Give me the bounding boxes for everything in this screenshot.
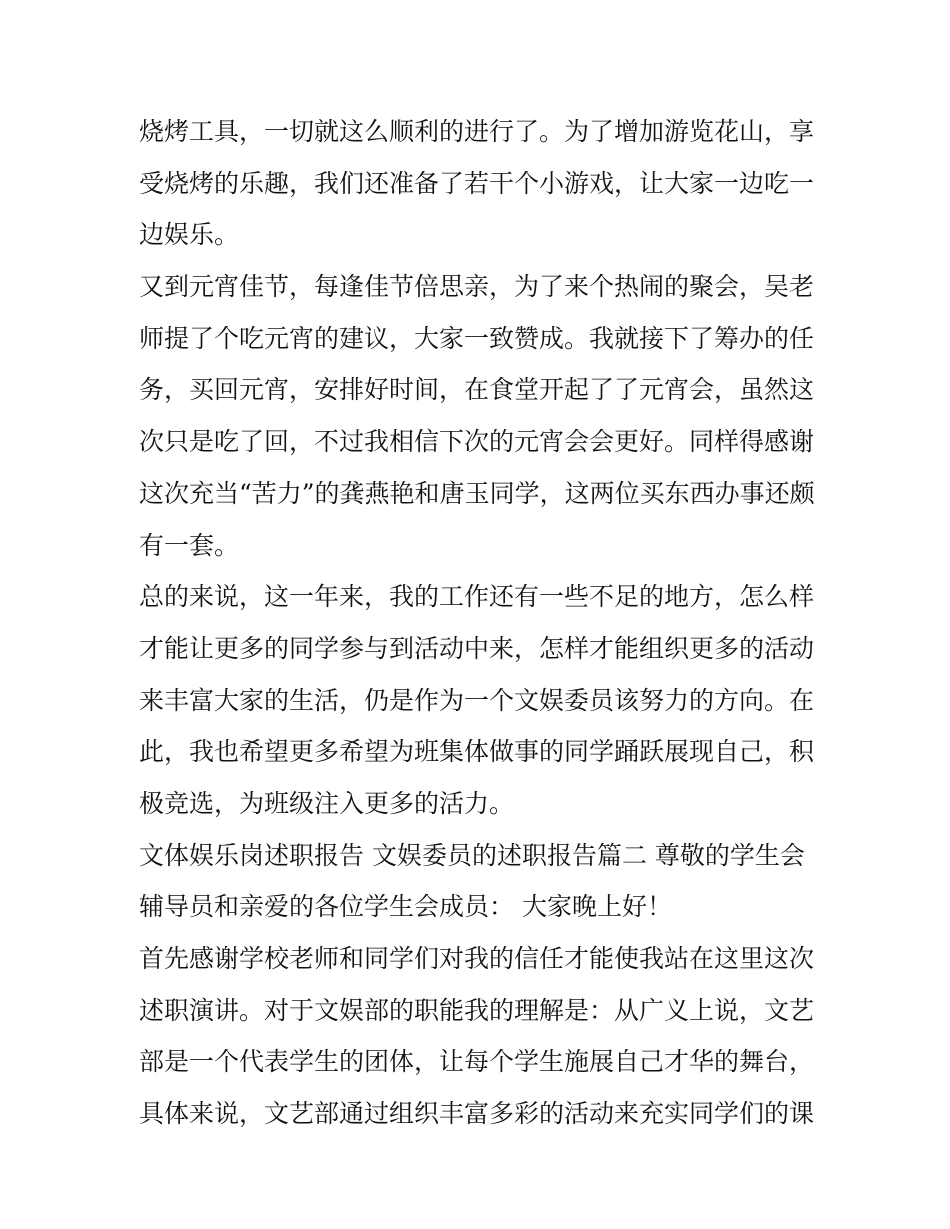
text-line: 述职演讲。对于文娱部的职能我的理解是：从广义上说，文艺 [139, 995, 815, 1025]
text-line: 次只是吃了回，不过我相信下次的元宵会会更好。同样得感谢 [139, 427, 815, 457]
text-line: 务，买回元宵，安排好时间，在食堂开起了了元宵会，虽然这 [139, 375, 815, 405]
greeting-line: 辅导员和亲爱的各位学生会成员： 大家晚上好！ [139, 892, 672, 922]
text-line: 边娱乐。 [139, 220, 240, 250]
text-line: 部是一个代表学生的团体，让每个学生施展自己才华的舞台， [139, 1047, 815, 1077]
text-line: 才能让更多的同学参与到活动中来，怎样才能组织更多的活动 [139, 633, 815, 663]
text-line: 来丰富大家的生活，仍是作为一个文娱委员该努力的方向。在 [139, 685, 815, 715]
text-line: 极竞选，为班级注入更多的活力。 [139, 788, 515, 818]
section-heading-line: 文体娱乐岗述职报告 文娱委员的述职报告篇二 尊敬的学生会 [139, 840, 805, 870]
text-line: 总的来说，这一年来，我的工作还有一些不足的地方，怎么样 [139, 582, 815, 612]
text-line: 具体来说，文艺部通过组织丰富多彩的活动来充实同学们的课 [139, 1099, 815, 1129]
text-line: 师提了个吃元宵的建议，大家一致赞成。我就接下了筹办的任 [139, 323, 815, 353]
text-line: 有一套。 [139, 530, 240, 560]
text-line: 首先感谢学校老师和同学们对我的信任才能使我站在这里这次 [139, 944, 815, 973]
body-text [139, 106, 819, 1140]
text-line: 受烧烤的乐趣，我们还准备了若干个小游戏，让大家一边吃一 [139, 168, 815, 198]
text-line: 此，我也希望更多希望为班集体做事的同学踊跃展现自己，积 [139, 737, 815, 767]
text-line: 烧烤工具，一切就这么顺利的进行了。为了增加游览花山，享 [139, 117, 815, 146]
text-line: 又到元宵佳节，每逢佳节倍思亲，为了来个热闹的聚会，吴老 [139, 272, 815, 302]
text-line: 这次充当“苦力”的龚燕艳和唐玉同学，这两位买东西办事还颇 [139, 478, 815, 508]
